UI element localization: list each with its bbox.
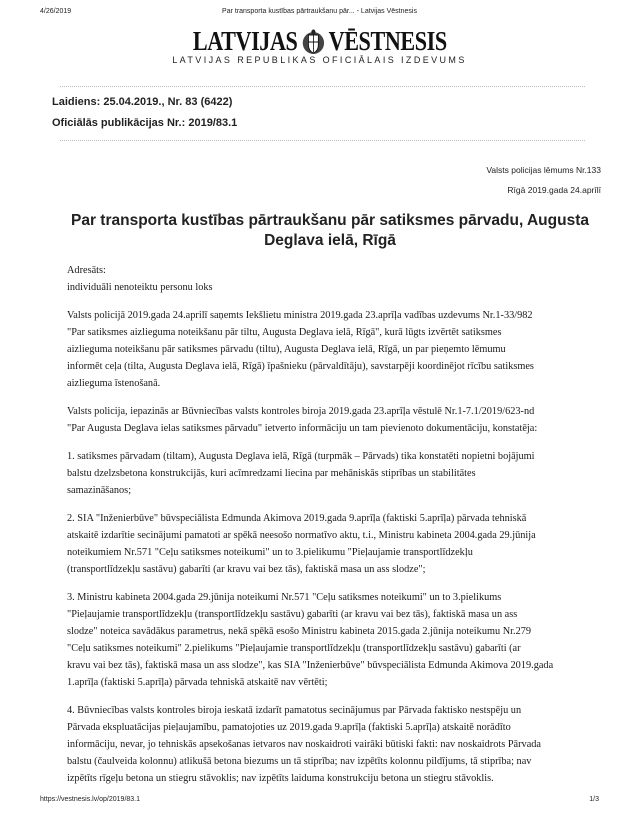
- decree-number: Valsts policijas lēmums Nr.133: [486, 165, 601, 175]
- logo-text-right: VĒSTNESIS: [328, 26, 447, 56]
- print-date: 4/26/2019: [40, 8, 72, 15]
- print-page-title: Par transporta kustības pārtraukšanu pār... - Latvijas Vēstnesis: [222, 8, 417, 15]
- paragraph-line: 1. satiksmes pārvadam (tiltam), Augusta Deglava ielā, Rīgā (turpmāk – Pārvads) tika konstatēti nopietni bojājumi: [67, 451, 535, 462]
- paragraph-line: kravu vai bez tās), faktiskā masa un ass slodze", kas SIA "Inženierbūve" būvspeciālista Edmunda Akimova 2019.gada: [67, 660, 554, 671]
- divider: [60, 140, 585, 141]
- paragraph-line: balstu (čaulveida kolonnu) atlikušā betona biezums un tā stiprība; nav izpētīts kolonnu pildījums, tā stiprība; nav: [67, 756, 532, 767]
- paragraph-line: noteikumiem Nr.571 "Ceļu satiksmes noteikumi" un to 3.pielikumu "Pieļaujamie transportlīdzekļu: [67, 547, 473, 558]
- addressee-label: Adresāts:: [67, 265, 106, 276]
- paragraph: [67, 589, 607, 691]
- document-body: [67, 262, 607, 798]
- paragraph-line: 4. Būvniecības valsts kontroles biroja ieskatā izdarīt pamatotus secinājumus par Pārvada faktisko nestspēju un: [67, 705, 522, 716]
- publication-number: Oficiālās publikācijas Nr.: 2019/83.1: [52, 117, 238, 129]
- title-line: Deglava ielā, Rīgā: [264, 232, 396, 249]
- addressee-value: individuāli nenoteiktu personu loks: [67, 282, 213, 293]
- coat-of-arms-icon: [300, 29, 325, 55]
- logo-subtitle: LATVIJAS REPUBLIKAS OFICIĀLAIS IZDEVUMS: [172, 55, 467, 65]
- title-line: Par transporta kustības pārtraukšanu pār satiksmes pārvadu, Augusta: [71, 212, 589, 229]
- document-title: [40, 211, 620, 251]
- issue-info: Laidiens: 25.04.2019., Nr. 83 (6422): [52, 96, 233, 108]
- paragraph-line: 1.aprīļa (faktiski 5.aprīļa) pārvada tehniskā atskaitē nav vērtēti;: [67, 677, 328, 688]
- logo-text-left: LATVIJAS: [192, 26, 298, 56]
- paragraph-line: aizlieguma īstenošanā.: [67, 378, 161, 389]
- decree-place-date: Rīgā 2019.gada 24.aprīlī: [507, 185, 601, 195]
- paragraph-line: informāciju, nevar, jo tehniskās apsekošanas ietvaros nav noskaidroti vairāki būtiski fakti: nav noskaidrots Pārvada: [67, 739, 541, 750]
- paragraph-line: izpētīts rīgeļu betona un stiegru stāvoklis; nav izpētīts laiduma konstrukciju betona un stiegru stāvoklis.: [67, 773, 494, 784]
- paragraph-line: informēt ceļa (tilta, Augusta Deglava ielā, Rīgā) īpašnieku (pārvaldītāju), savstarpēji koordinējot rīcību satiksmes: [67, 361, 534, 372]
- paragraph-line: atskaitē izdarītie secinājumi pamatoti ar spēkā neesošo normatīvo aktu, t.i., Ministru kabineta 2004.gada 29.jūnija: [67, 530, 536, 541]
- paragraph: [67, 702, 607, 787]
- paragraph-line: (transportlīdzekļu sastāvu) gabarīti (ar kravu vai bez tās), faktiskā masa un ass slodze";: [67, 564, 426, 575]
- paragraph-line: 2. SIA "Inženierbūve" būvspeciālista Edmunda Akimova 2019.gada 9.aprīļa (faktiski 5.aprīļa) pārvada tehniskā: [67, 513, 527, 524]
- paragraph-line: "Ceļu satiksmes noteikumi" 2.pielikums "Pieļaujamie transportlīdzekļu (transportlīdzekļu sastāvu) gabarīti (ar: [67, 643, 521, 654]
- paragraph-line: slodze" noteica savādākus parametrus, nekā spēkā esošo Ministru kabineta 2015.gada 2.jūnija noteikumu Nr.279: [67, 626, 532, 637]
- paragraph-line: Valsts policija, iepazinās ar Būvniecības valsts kontroles biroja 2019.gada 23.aprīļa vēstulē Nr.1-7.1/2019/623-nd: [67, 406, 535, 417]
- paragraph-line: balstu dzelzsbetona konstrukcijās, kuri acīmredzami liecina par mehāniskās stiprības un stabilitātes: [67, 468, 476, 479]
- paragraph-line: "Par satiksmes aizlieguma noteikšanu pār tiltu, Augusta Deglava ielā, Rīgā", kurā lūgts izvērtēt satiksmes: [67, 327, 502, 338]
- page-number: 1/3: [589, 796, 599, 803]
- addressee: [67, 262, 607, 296]
- site-logo[interactable]: [0, 26, 639, 65]
- paragraph-line: aizlieguma noteikšanu pār satiksmes pārvadu (tiltu), Augusta Deglava ielā, Rīgā, un par pieņemto lēmumu: [67, 344, 506, 355]
- paragraph-line: 3. Ministru kabineta 2004.gada 29.jūnija noteikumi Nr.571 "Ceļu satiksmes noteikumi" un to 3.pielikums: [67, 592, 502, 603]
- paragraph-line: samazināšanos;: [67, 485, 132, 496]
- paragraph: [67, 307, 607, 392]
- paragraph-line: Pārvada ekspluatācijas pieļaujamību, pamatojoties uz 2019.gada 9.aprīļa (faktiski 5.aprīļa) atskaitē norādīto: [67, 722, 511, 733]
- paragraph-line: "Pieļaujamie transportlīdzekļu (transportlīdzekļu sastāvu) gabarīti (ar kravu vai bez tās), faktiskā masa un ass: [67, 609, 518, 620]
- paragraph: [67, 448, 607, 499]
- paragraph: [67, 510, 607, 578]
- print-url: https://vestnesis.lv/op/2019/83.1: [40, 796, 141, 803]
- paragraph-line: Valsts policijā 2019.gada 24.aprilī saņemts Iekšlietu ministra 2019.gada 23.aprīļa vadības uzdevums Nr.1-33/982: [67, 310, 533, 321]
- paragraph-line: "Par Augusta Deglava ielas satiksmes pārvadu" ietverto informāciju un tam pievienoto dokumentāciju, konstatēja:: [67, 423, 538, 434]
- divider: [60, 86, 585, 87]
- paragraph: [67, 403, 607, 437]
